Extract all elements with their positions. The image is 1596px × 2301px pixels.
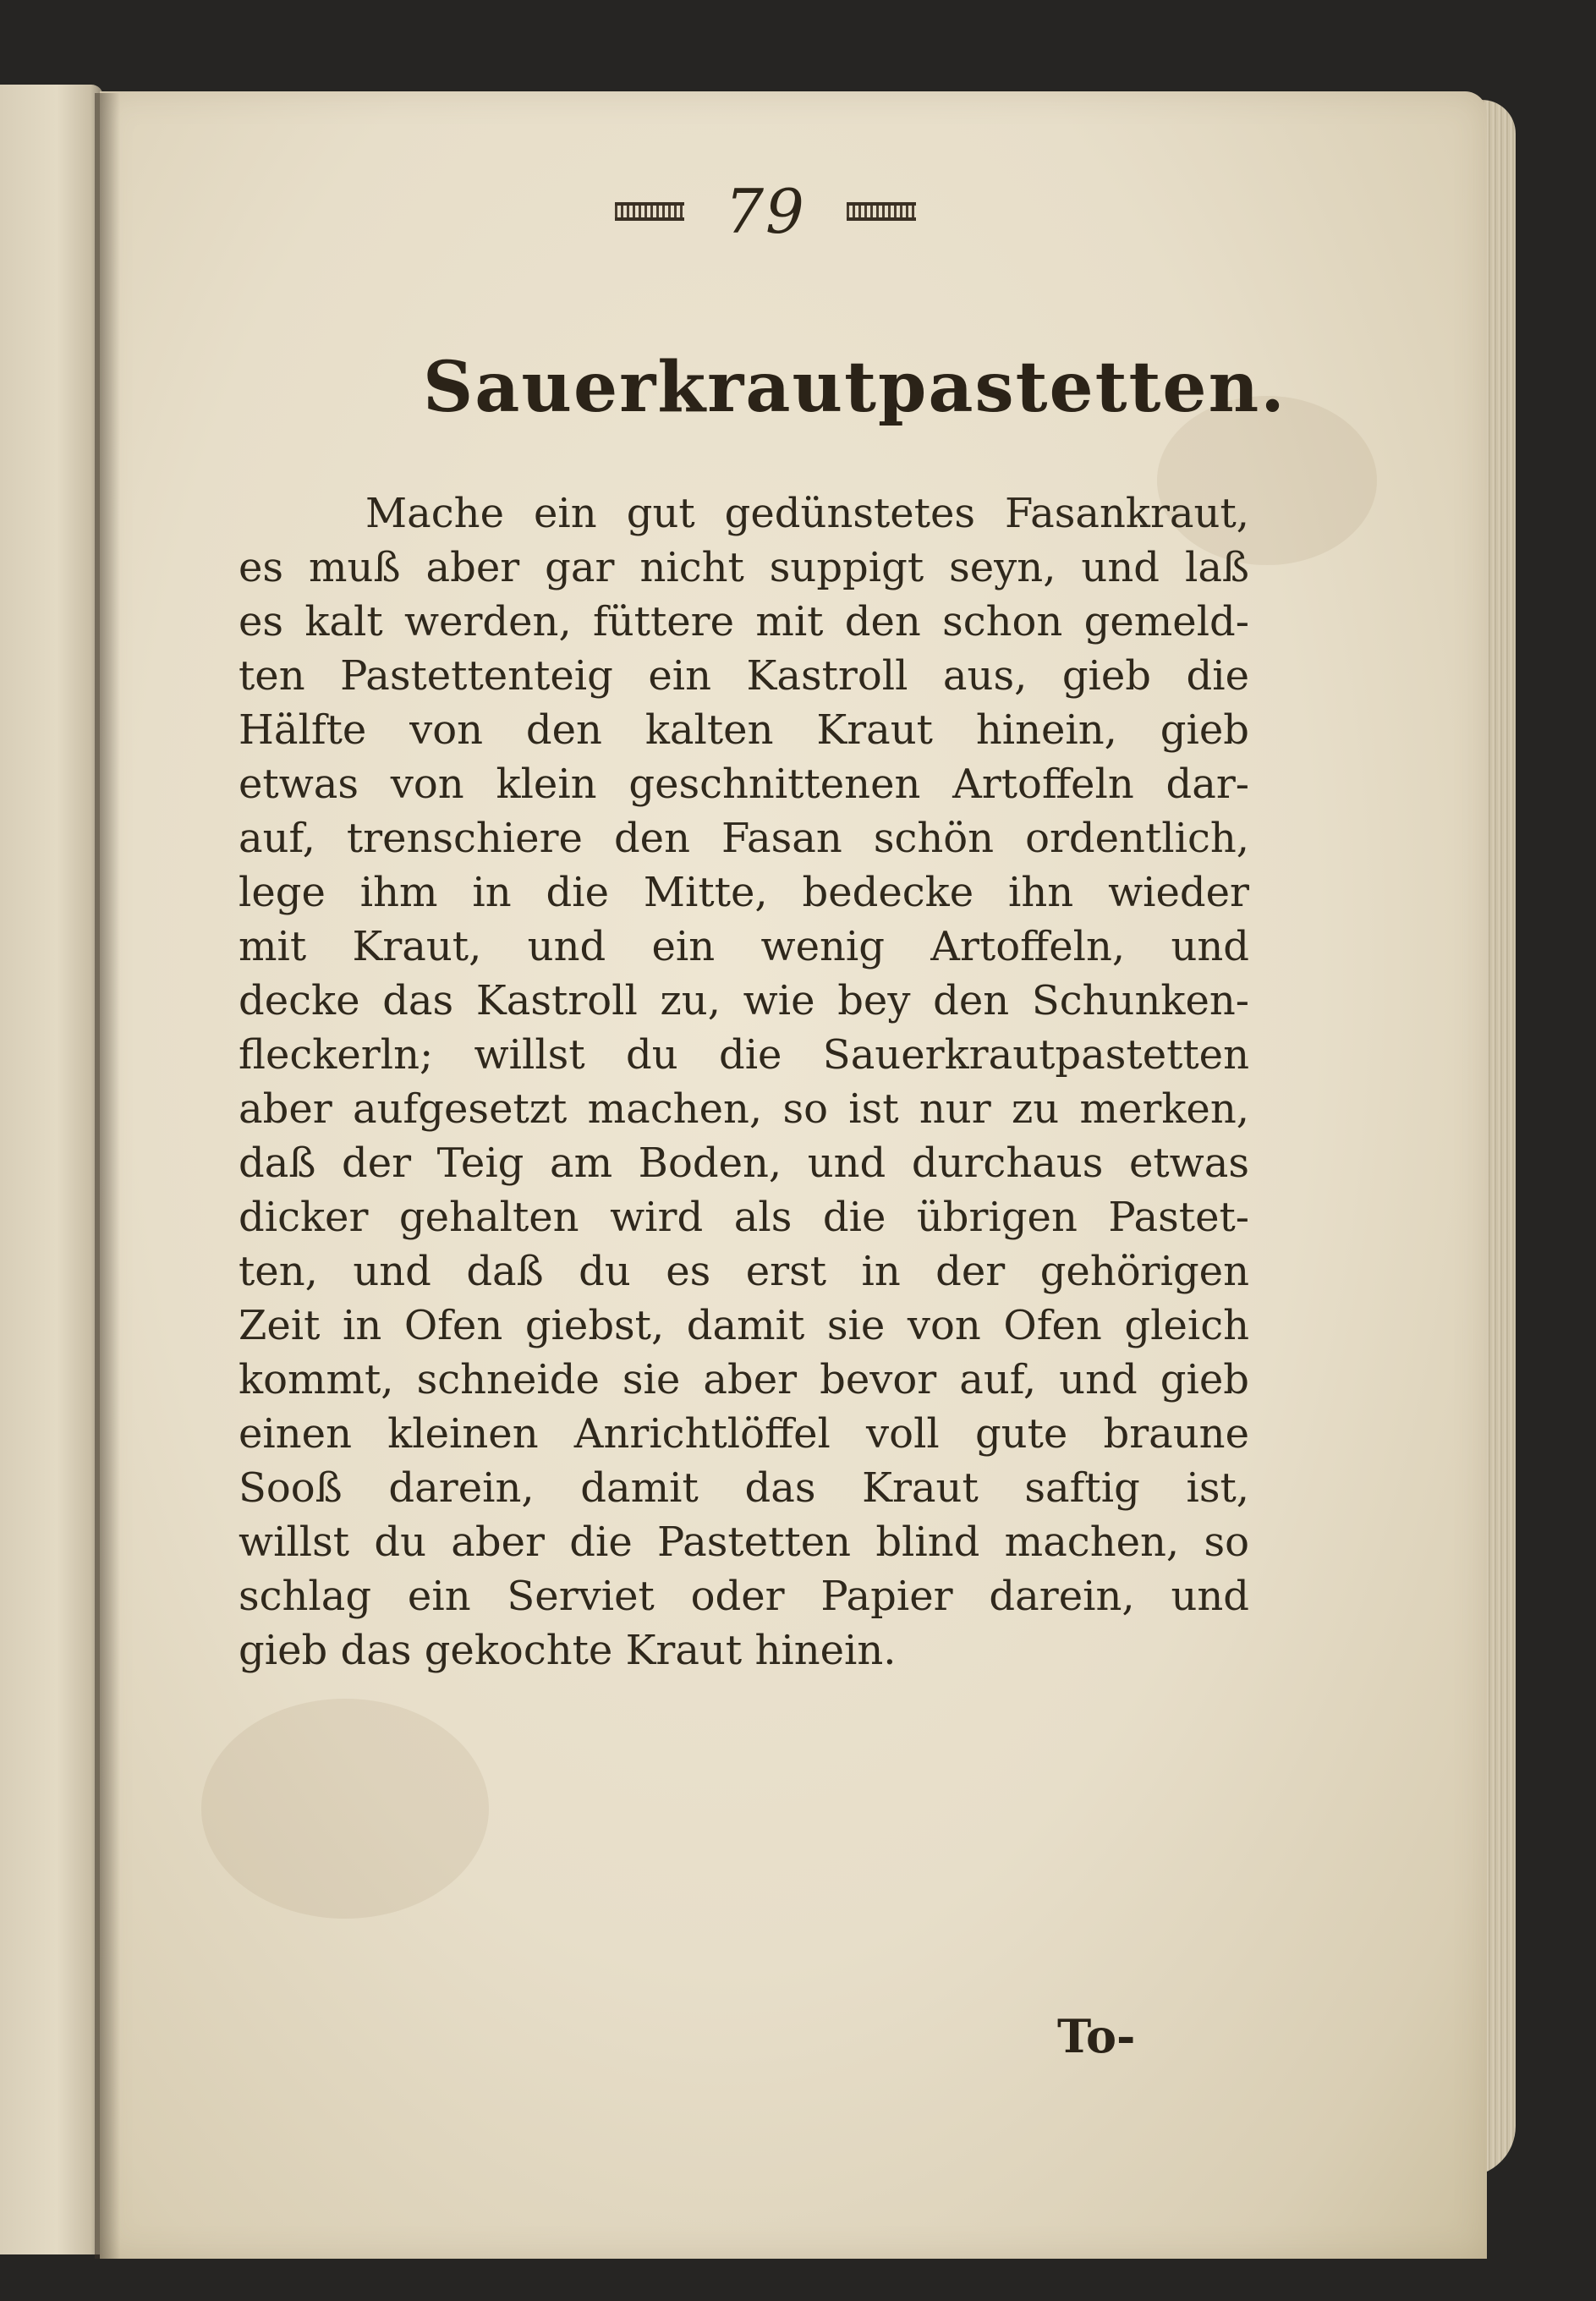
text-line: Mache ein gut gedünstetes Fasankraut, [365,490,1249,537]
text-line: ten Pastettenteig ein Kastroll aus, gieb die [239,652,1249,700]
text-line: kommt, schneide sie aber bevor auf, und gieb [239,1356,1249,1403]
left-page-edge [0,85,103,2254]
ornament-right [847,202,916,221]
paper-stain [201,1699,489,1919]
text-line: mit Kraut, und ein wenig Artoffeln, und [239,923,1249,970]
page-header [584,161,947,262]
gutter-shadow [95,93,120,2259]
text-line: etwas von klein geschnittenen Artoffeln dar- [239,761,1249,808]
text-line: dicker gehalten wird als die übrigen Pastet- [239,1194,1249,1241]
text-line: Zeit in Ofen giebst, damit sie von Ofen gleich [239,1302,1249,1349]
text-line: es muß aber gar nicht suppigt seyn, und laß [239,544,1249,591]
text-line: lege ihm in die Mitte, bedecke ihn wieder [239,869,1249,916]
text-line: schlag ein Serviet oder Papier darein, und [239,1573,1249,1620]
text-line: es kalt werden, füttere mit den schon gemeld- [239,598,1249,645]
text-line: willst du aber die Pastetten blind machen, so [239,1518,1249,1566]
text-line: gieb das gekochte Kraut hinein. [239,1627,897,1674]
page-title: Sauerkrautpastetten. [423,347,1286,428]
body-text [239,486,1249,1678]
text-line: fleckerln; willst du die Sauerkrautpastetten [239,1031,1249,1079]
text-line: einen kleinen Anrichtlöffel voll gute braune [239,1410,1249,1458]
text-line: daß der Teig am Boden, und durchaus etwas [239,1140,1249,1187]
text-line: decke das Kastroll zu, wie bey den Schunken- [239,977,1249,1024]
text-line: aber aufgesetzt machen, so ist nur zu merken, [239,1085,1249,1133]
text-line: Sooß darein, damit das Kraut saftig ist, [239,1464,1249,1512]
text-line: ten, und daß du es erst in der gehörigen [239,1248,1249,1295]
catchword: To- [1057,2009,1136,2063]
ornament-left [615,202,684,221]
page-number: 79 [725,176,806,247]
text-line: auf, trenschiere den Fasan schön ordentlich, [239,815,1249,862]
text-line: Hälfte von den kalten Kraut hinein, gieb [239,706,1249,754]
